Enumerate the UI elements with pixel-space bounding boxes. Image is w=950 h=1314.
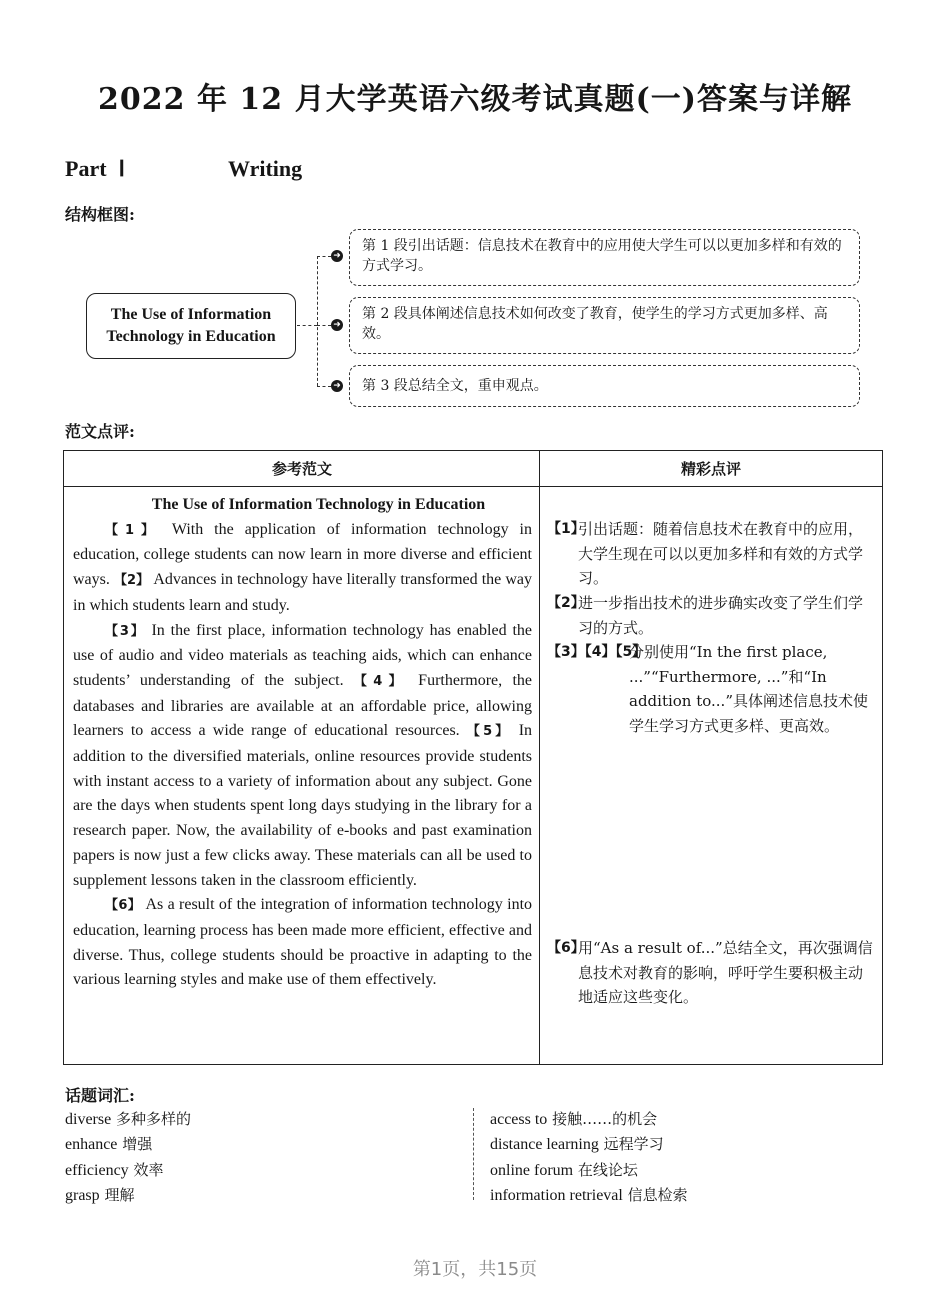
vocab-item (490, 1107, 688, 1132)
comment-text: 分别使用“In the first place, ...”“Furthermore, ...”和“In addition to...”具体阐述信息技术使学生学习方式更多样、更高效。 (629, 643, 868, 736)
essay-paragraph-3 (73, 893, 532, 993)
vocab-meaning: 效率 (133, 1160, 164, 1179)
sentence-marker: 【6】 (105, 898, 142, 914)
part-label (65, 156, 125, 182)
vocab-label: 话题词汇: (65, 1086, 135, 1105)
framework-paragraph-1: 第 1 段引出话题：信息技术在教育中的应用使大学生可以以更加多样和有效的方式学习。 (349, 229, 860, 286)
framework-topic-line1: The Use of Information (110, 306, 272, 323)
comment-tag: 【1】 (547, 521, 585, 537)
sentence-marker: 【3】 (105, 623, 146, 639)
comment-2 (547, 591, 877, 640)
comment-1 (547, 517, 877, 591)
connector-line (317, 325, 331, 326)
sentence-marker: 【4】 (353, 673, 408, 689)
comment-tag: 【2】 (547, 595, 585, 611)
vocab-word: efficiency (65, 1161, 129, 1179)
structure-label: 结构框图: (65, 205, 135, 224)
vocab-meaning: 在线论坛 (577, 1160, 638, 1179)
sentence-marker: 【5】 (466, 724, 512, 740)
sentence-marker: 【1】 (105, 522, 161, 538)
sentence-marker: 【2】 (113, 573, 150, 589)
vocab-item (65, 1183, 191, 1208)
connector-line (317, 386, 331, 387)
vocab-list-right (490, 1107, 688, 1208)
framework-topic-box (86, 293, 296, 359)
arrow-bullet-icon: ➜ (331, 250, 343, 262)
vocab-word: distance learning (490, 1136, 599, 1154)
connector-line (317, 256, 318, 386)
vocab-list-left (65, 1107, 191, 1208)
page-footer: 第1页，共15页 (412, 1259, 538, 1280)
arrow-bullet-icon: ➜ (331, 380, 343, 392)
vocab-word: grasp (65, 1186, 100, 1204)
vocab-word: diverse (65, 1111, 112, 1128)
vocab-meaning: 增强 (122, 1135, 153, 1154)
essay-paragraph-2 (73, 619, 532, 894)
sample-essay (73, 493, 532, 993)
essay-sentence: With the application of information technology in education, college students can now learn in more diverse and efficient ways. (73, 520, 533, 589)
vocab-word: information retrieval (490, 1186, 623, 1204)
vocab-item (490, 1132, 688, 1157)
review-label: 范文点评: (65, 422, 135, 441)
essay-sentence: Furthermore, the databases and libraries are available at an affordable price, allowing learners to access a wide range of educational resources. (73, 671, 532, 740)
vocab-word: enhance (65, 1136, 118, 1154)
connector-line (317, 256, 331, 257)
essay-sentence: In the first place, information technology has enabled the use of audio and video materials as teaching aids, which can enhance students’ understanding of the subject. (73, 621, 533, 689)
essay-sentence: In addition to the diversified materials, online resources provide students with instant access to a variety of information about any subject. Gone are the days when students spent long days studying in the library for a research paper. Now, the availability of e-books and past examination papers is now just a few clicks away. These materials can all be used to supplement lessons taken in the classroom efficiently. (73, 722, 533, 889)
arrow-bullet-icon: ➜ (331, 319, 343, 331)
table-header-essay: 参考范文 (64, 451, 540, 487)
connector-line (297, 325, 317, 326)
comment-text: 进一步指出技术的进步确实改变了学生们学习的方式。 (578, 594, 864, 637)
vocab-meaning: 远程学习 (603, 1135, 664, 1154)
vocab-meaning: 多种多样的 (115, 1110, 191, 1128)
vocab-meaning: 信息检索 (627, 1185, 688, 1204)
vocab-item (65, 1132, 191, 1157)
vocab-item (65, 1158, 191, 1183)
essay-title: The Use of Information Technology in Education (151, 496, 486, 513)
vocab-meaning: 理解 (104, 1185, 135, 1204)
comment-4 (547, 936, 877, 1010)
comment-tag: 【6】 (547, 940, 585, 956)
vocab-item (490, 1183, 688, 1208)
comment-text: 用“As a result of...”总结全文，再次强调信息技术对教育的影响，呼吁学生要积极主动地适应这些变化。 (578, 939, 873, 1007)
framework-topic-line2: Technology in Education (106, 328, 276, 345)
vocab-item (490, 1158, 688, 1183)
framework-paragraph-2: 第 2 段具体阐述信息技术如何改变了教育，使学生的学习方式更加多样、高效。 (349, 297, 860, 354)
essay-sentence: Advances in technology have literally transformed the way in which students learn and study. (73, 571, 533, 614)
part-name: Writing (228, 156, 303, 181)
essay-sentence: As a result of the integration of information technology into education, learning process has been made more efficient, effective and diverse. Thus, college students should be proactive in adapting to the various learning styles and make use of them effectively. (73, 896, 533, 989)
comment-tag: 【3】【4】【5】 (547, 644, 647, 660)
comment-text: 引出话题：随着信息技术在教育中的应用，大学生现在可以以更加多样和有效的方式学习。 (578, 520, 864, 588)
essay-paragraph-1 (73, 518, 532, 619)
vocab-divider (473, 1108, 474, 1200)
part-word: Part (65, 156, 107, 181)
vocab-meaning: 接触……的机会 (552, 1110, 658, 1128)
part-number: Ⅰ (118, 156, 126, 181)
vocab-word: access to (490, 1111, 548, 1128)
essay-review-table (63, 450, 883, 1065)
vocab-word: online forum (490, 1161, 574, 1179)
table-header-comments: 精彩点评 (540, 451, 882, 487)
page-title: 2022 年 12 月大学英语六级考试真题(一)答案与详解 (98, 82, 852, 117)
framework-paragraph-3: 第 3 段总结全文，重申观点。 (349, 365, 860, 407)
table-divider (539, 451, 540, 1064)
comment-3 (547, 640, 877, 739)
vocab-item (65, 1107, 191, 1132)
